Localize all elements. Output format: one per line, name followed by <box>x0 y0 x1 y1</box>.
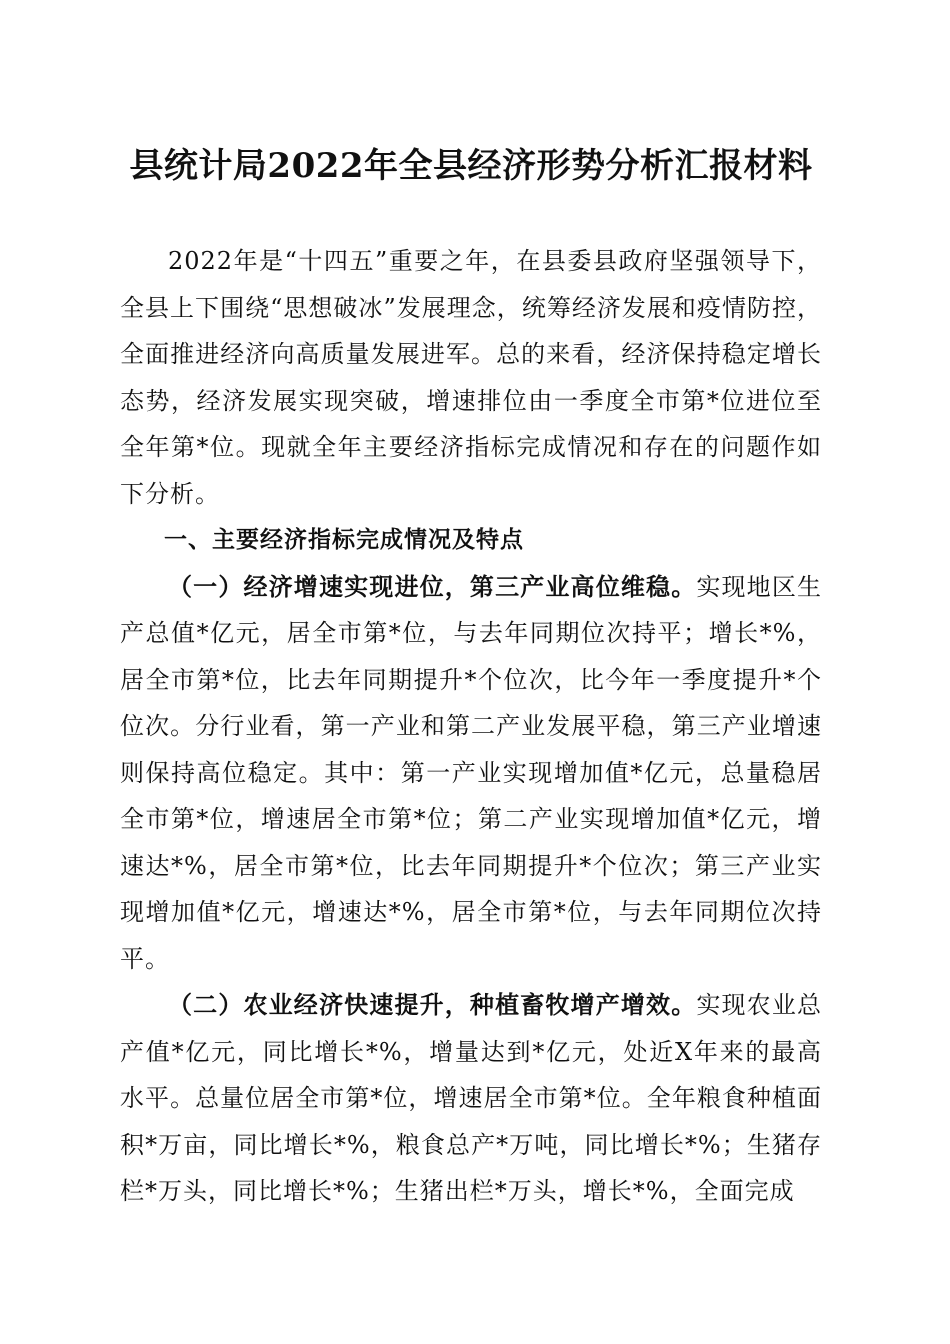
subsection-paragraph-1 <box>120 564 822 983</box>
subsection-lead-2: （二）农业经济快速提升，种植畜牧增产增效。 <box>168 990 697 1019</box>
document-title: 县统计局2022年全县经济形势分析汇报材料 <box>129 146 813 186</box>
section-heading-1: 一、主要经济指标完成情况及特点 <box>164 527 524 553</box>
subsection-lead-1: （一）经济增速实现进位，第三产业高位维稳。 <box>168 571 697 601</box>
document-body <box>120 238 822 1215</box>
subsection-paragraph-2 <box>120 982 822 1215</box>
subsection-text-1: 实现地区生产总值*亿元，居全市第*位，与去年同期位次持平；增长*%，居全市第*位，比去年同期提升*个位次，比今年一季度提升*个位次。分行业看，第一产业和第二产业发展平稳，第三产业增速则保持高位稳定。其中：第一产业实现增加值*亿元，总量稳居全市第*位，增速居全市第*位；第二产业实现增加值*亿元，增速达*%，居全市第*位，比去年同期提升*个位次；第三产业实现增加值*亿元，增速达*%，居全市第*位，与去年同期位次持平。 <box>120 572 822 973</box>
intro-paragraph: 2022年是“十四五”重要之年，在县委县政府坚强领导下，全县上下围绕“思想破冰”发展理念，统筹经济发展和疫情防控，全面推进经济向高质量发展进军。总的来看，经济保持稳定增长态势，经济发展实现突破，增速排位由一季度全市第*位进位至全年第*位。现就全年主要经济指标完成情况和存在的问题作如下分析。 <box>120 247 822 508</box>
subsection-text-2: 实现农业总产值*亿元，同比增长*%，增量达到*亿元，处近X年来的最高水平。总量位居全市第*位，增速居全市第*位。全年粮食种植面积*万亩，同比增长*%，粮食总产*万吨，同比增长*%；生猪存栏*万头，同比增长*%；生猪出栏*万头，增长*%，全面完成 <box>120 991 822 1205</box>
